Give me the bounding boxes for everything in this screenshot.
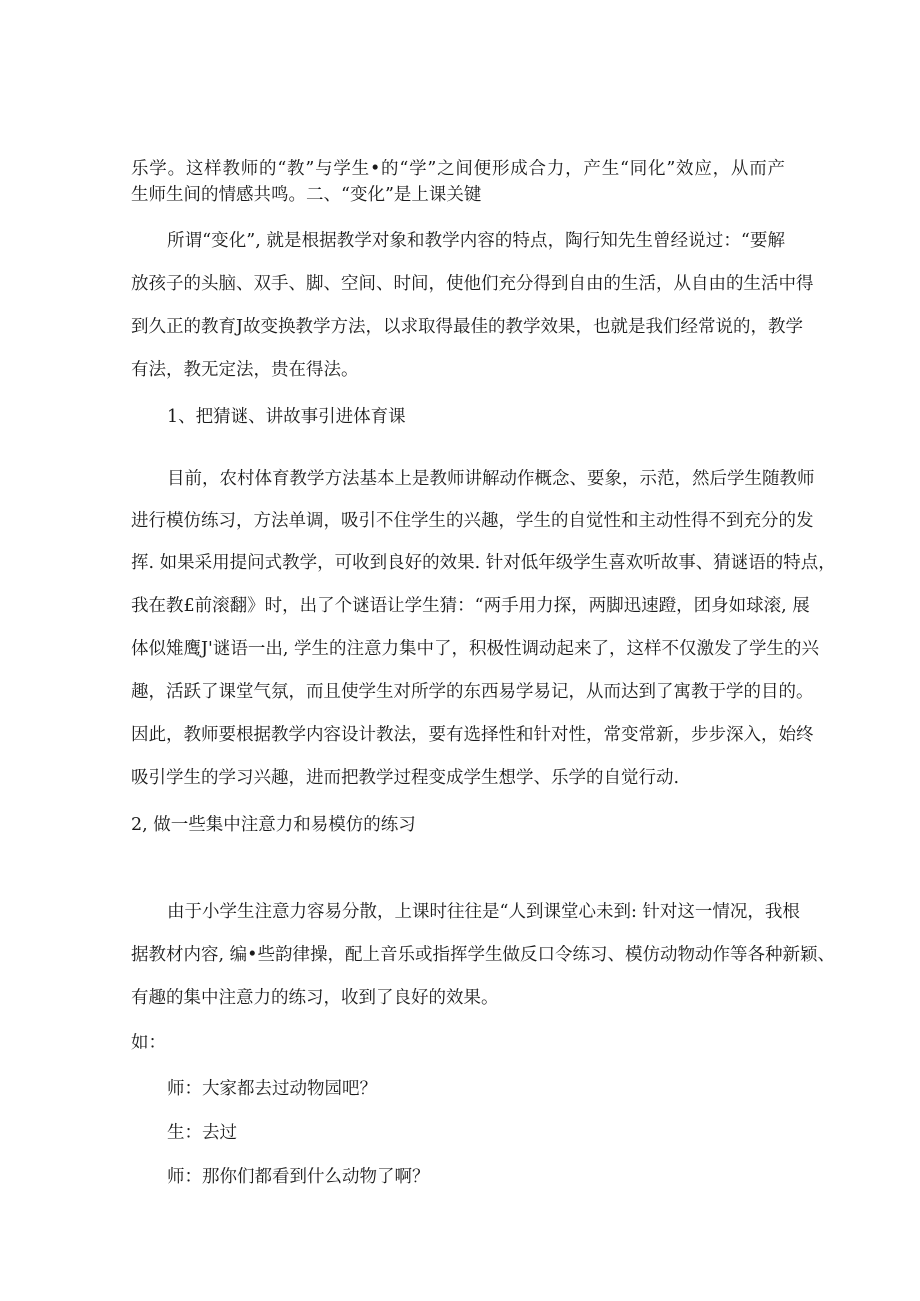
dialogue-line: 生：去过 xyxy=(167,1123,237,1143)
dialogue-line: 师：大家都去过动物园吧？ xyxy=(167,1079,377,1099)
section-heading: 1、把猜谜、讲故事引进体育课 xyxy=(167,407,406,427)
paragraph-line: 到久正的教育J故变换教学方法，以求取得最佳的教学效果，也就是我们经常说的，教学 xyxy=(131,317,804,337)
paragraph-line: 因此，教师要根据教学内容设计教法，要有选择性和针对性，常变常新，步步深入，始终 xyxy=(131,725,814,745)
paragraph-line: 进行模仿练习，方法单调，吸引不住学生的兴趣，学生的自觉性和主动性得不到充分的发 xyxy=(131,511,814,531)
paragraph-line: 有趣的集中注意力的练习，收到了良好的效果。 xyxy=(131,988,499,1008)
paragraph-line: 吸引学生的学习兴趣，进而把教学过程变成学生想学、乐学的自觉行动. xyxy=(131,768,680,788)
paragraph-line: 放孩子的头脑、双手、脚、空间、时间，使他们充分得到自由的生活，从自由的生活中得 xyxy=(131,274,814,294)
paragraph-line: 我在教£前滚翻》时，出了个谜语让学生猜：“两手用力探，两脚迅速蹬，团身如球滚, 展 xyxy=(131,596,810,616)
paragraph-line: 目前，农村体育教学方法基本上是教师讲解动作概念、要象，示范，然后学生随教师 xyxy=(167,469,815,489)
paragraph-line: 所谓“变化”, 就是根据教学对象和教学内容的特点，陶行知先生曾经说过：“要解 xyxy=(167,231,785,251)
paragraph-line: 生师生间的情感共鸣。二、“变化”是上课关键 xyxy=(131,185,482,205)
section-heading: 2, 做一些集中注意力和易模仿的练习 xyxy=(131,815,416,835)
dialogue-line: 师：那你们都看到什么动物了啊？ xyxy=(167,1167,430,1187)
example-label: 如： xyxy=(131,1033,166,1053)
paragraph-line: 体似雉鹰J'谜语一出, 学生的注意力集中了，积极性调动起来了，这样不仅激发了学生的兴 xyxy=(131,639,819,659)
paragraph-line: 挥. 如果采用提问式教学，可收到良好的效果. 针对低年级学生喜欢听故事、猜谜语的特点， xyxy=(131,553,836,573)
paragraph-line: 趣，活跃了课堂气氛，而且使学生对所学的东西易学易记，从而达到了寓教于学的目的。 xyxy=(131,682,814,702)
paragraph-line: 有法，教无定法，贵在得法。 xyxy=(131,360,359,380)
paragraph-line: 据教材内容, 编•些韵律操，配上音乐或指挥学生做反口令练习、模仿动物动作等各种新颖、 xyxy=(131,945,835,965)
paragraph-line: 由于小学生注意力容易分散，上课时往往是“人到课堂心未到: 针对这一情况，我根 xyxy=(167,902,800,922)
paragraph-line: 乐学。这样教师的“教”与学生•的“学”之间便形成合力，产生“同化”效应，从而产 xyxy=(131,159,785,179)
